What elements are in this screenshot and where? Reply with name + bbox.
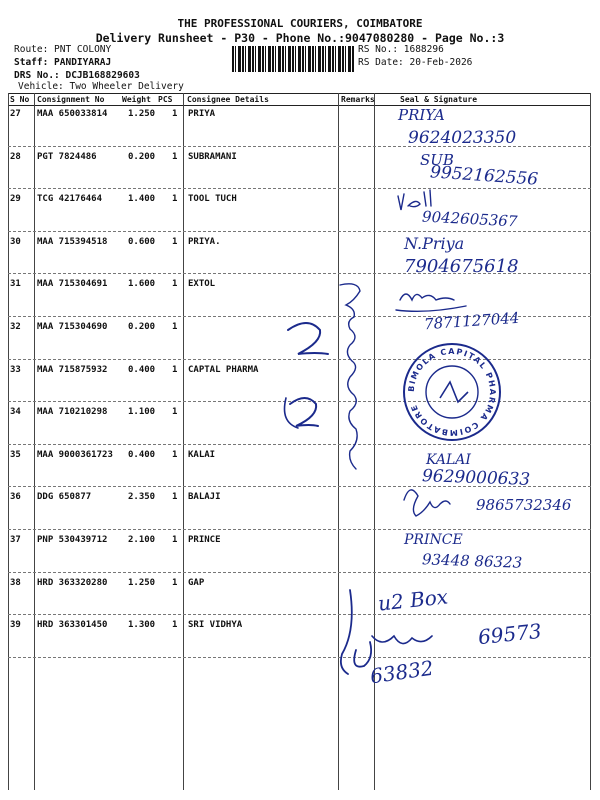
row-weight: 1.100 — [128, 407, 156, 418]
row-sno: 28 — [10, 151, 21, 162]
col-divider — [338, 93, 339, 790]
col-divider — [8, 93, 9, 790]
signature-stroke — [288, 323, 328, 354]
row-sno: 27 — [10, 109, 21, 119]
row-sno: 34 — [10, 407, 21, 418]
row-sno: 32 — [10, 322, 21, 332]
handwritten-phone: 63832 — [368, 655, 435, 689]
handwritten-name: N.Priya — [404, 234, 465, 253]
drs-number: DRS No.: DCJB168829603 — [14, 70, 140, 81]
handwritten-phone: 7904675618 — [404, 256, 519, 277]
row-separator — [8, 231, 591, 232]
col-divider — [34, 93, 35, 790]
row-consignment: MAA 715875932 — [37, 364, 108, 375]
col-header-consignment: Consignment No — [37, 95, 105, 104]
row-pcs: 1 — [172, 151, 178, 162]
row-pcs: 1 — [172, 279, 178, 290]
row-sno: 31 — [10, 279, 21, 290]
row-consignee: GAP — [188, 577, 205, 588]
handwritten-name: PRIYA — [398, 106, 445, 124]
row-pcs: 1 — [172, 407, 178, 418]
row-consignee: PRIYA — [188, 109, 216, 119]
barcode — [232, 46, 354, 72]
col-header-weight: Weight — [122, 95, 151, 104]
row-weight: 2.100 — [128, 535, 156, 545]
row-pcs: 1 — [172, 492, 178, 503]
col-header-details: Consignee Details — [187, 95, 269, 104]
signature-stroke — [285, 398, 299, 428]
row-sno: 33 — [10, 364, 21, 375]
handwritten-name: SUB — [420, 151, 454, 169]
col-header-sno: S No — [10, 95, 30, 104]
row-consignment: DDG 650877 — [37, 492, 92, 503]
col-divider — [590, 93, 591, 790]
vehicle-label: Vehicle: Two Wheeler Delivery — [18, 81, 184, 92]
col-header-seal: Seal & Signature — [400, 95, 478, 104]
table-header-border — [8, 105, 591, 106]
row-pcs: 1 — [172, 577, 178, 588]
row-consignee: PRIYA. — [188, 236, 221, 247]
row-consignee: TOOL TUCH — [188, 194, 237, 205]
row-consignee: KALAI — [188, 449, 216, 460]
row-consignee: PRINCE — [188, 535, 221, 545]
row-weight: 2.350 — [128, 492, 156, 503]
stamp-text: BIMOLA CAPITAL PHARMA COIMBATORE — [406, 346, 498, 438]
row-pcs: 1 — [172, 109, 178, 119]
row-sno: 30 — [10, 236, 21, 247]
signature-stroke — [340, 284, 360, 469]
row-sno: 35 — [10, 449, 21, 460]
signature-stroke — [372, 636, 432, 644]
signature-stroke — [400, 294, 454, 300]
col-divider — [183, 93, 184, 790]
row-weight: 1.250 — [128, 577, 156, 588]
row-weight: 1.600 — [128, 279, 156, 290]
row-consignment: MAA 650033814 — [37, 109, 108, 119]
row-consignee: BALAJI — [188, 492, 221, 503]
signature-stroke — [404, 490, 450, 516]
row-pcs: 1 — [172, 194, 178, 205]
runsheet-subtitle: Delivery Runsheet - P30 - Phone No.:9047080280 - Page No.:3 — [95, 31, 505, 45]
row-weight: 0.400 — [128, 449, 156, 460]
row-sno: 29 — [10, 194, 21, 205]
row-separator — [8, 614, 591, 615]
row-weight: 0.200 — [128, 322, 156, 332]
row-pcs: 1 — [172, 449, 178, 460]
row-pcs: 1 — [172, 535, 178, 545]
handwritten-phone: 9624023350 — [408, 128, 517, 148]
row-weight: 0.400 — [128, 364, 156, 375]
handwritten-note: u2 Box — [376, 584, 450, 616]
row-weight: 0.600 — [128, 236, 156, 247]
row-weight: 1.300 — [128, 620, 156, 631]
signature-stroke — [290, 398, 318, 426]
row-consignee: SUBRAMANI — [188, 151, 237, 162]
signature-stroke — [354, 642, 371, 667]
row-consignment: MAA 715394518 — [37, 236, 108, 247]
row-consignment: MAA 715304690 — [37, 322, 108, 332]
row-consignment: HRD 363301450 — [37, 620, 108, 631]
row-weight: 1.400 — [128, 194, 156, 205]
row-separator — [8, 444, 591, 445]
handwritten-phone: 7871127044 — [423, 308, 520, 334]
handwritten-name: PRINCE — [404, 532, 463, 548]
row-pcs: 1 — [172, 236, 178, 247]
row-weight: 0.200 — [128, 151, 156, 162]
col-header-remarks: Remarks — [341, 95, 375, 104]
row-sno: 38 — [10, 577, 21, 588]
handwritten-name: KALAI — [426, 452, 471, 468]
row-consignment: MAA 715304691 — [37, 279, 108, 290]
row-separator — [8, 572, 591, 573]
handwritten-phone: 9042605367 — [421, 207, 518, 231]
row-separator — [8, 401, 591, 402]
row-separator — [8, 359, 591, 360]
row-consignment: MAA 9000361723 — [37, 449, 113, 460]
rs-date: RS Date: 20-Feb-2026 — [358, 57, 473, 68]
col-header-pcs: PCS — [158, 95, 173, 104]
signature-stroke — [396, 306, 466, 311]
staff-label: Staff: PANDIYARAJ — [14, 57, 112, 68]
row-pcs: 1 — [172, 322, 178, 332]
handwritten-phone: 9629000633 — [421, 466, 531, 490]
signature-stroke — [341, 590, 352, 674]
row-sno: 37 — [10, 535, 21, 545]
row-consignment: PGT 7824486 — [37, 151, 97, 162]
company-title: THE PROFESSIONAL COURIERS, COIMBATORE — [177, 17, 423, 30]
row-consignment: MAA 710210298 — [37, 407, 108, 418]
handwritten-phone: 93448 86323 — [421, 550, 523, 572]
route-label: Route: PNT COLONY — [14, 44, 112, 55]
row-consignee: EXTOL — [188, 279, 216, 290]
row-consignee: CAPTAL PHARMA — [188, 364, 259, 375]
row-sno: 39 — [10, 620, 21, 631]
handwritten-phone: 9952162556 — [429, 162, 539, 190]
handwritten-phone: 9865732346 — [476, 496, 572, 514]
row-separator — [8, 529, 591, 530]
row-pcs: 1 — [172, 364, 178, 375]
row-weight: 1.250 — [128, 109, 156, 119]
row-separator — [8, 657, 591, 658]
row-separator — [8, 188, 591, 189]
row-consignment: HRD 363320280 — [37, 577, 108, 588]
row-sno: 36 — [10, 492, 21, 503]
svg-text:BIMOLA CAPITAL PHARMA COIMBATO — [407, 347, 497, 437]
table-top-border — [8, 93, 591, 94]
row-consignment: PNP 530439712 — [37, 535, 108, 545]
rs-number: RS No.: 1688296 — [358, 44, 444, 55]
row-consignee: SRI VIDHYA — [188, 620, 243, 631]
row-consignment: TCG 42176464 — [37, 194, 103, 205]
row-pcs: 1 — [172, 620, 178, 631]
handwritten-phone: 69573 — [476, 618, 543, 650]
